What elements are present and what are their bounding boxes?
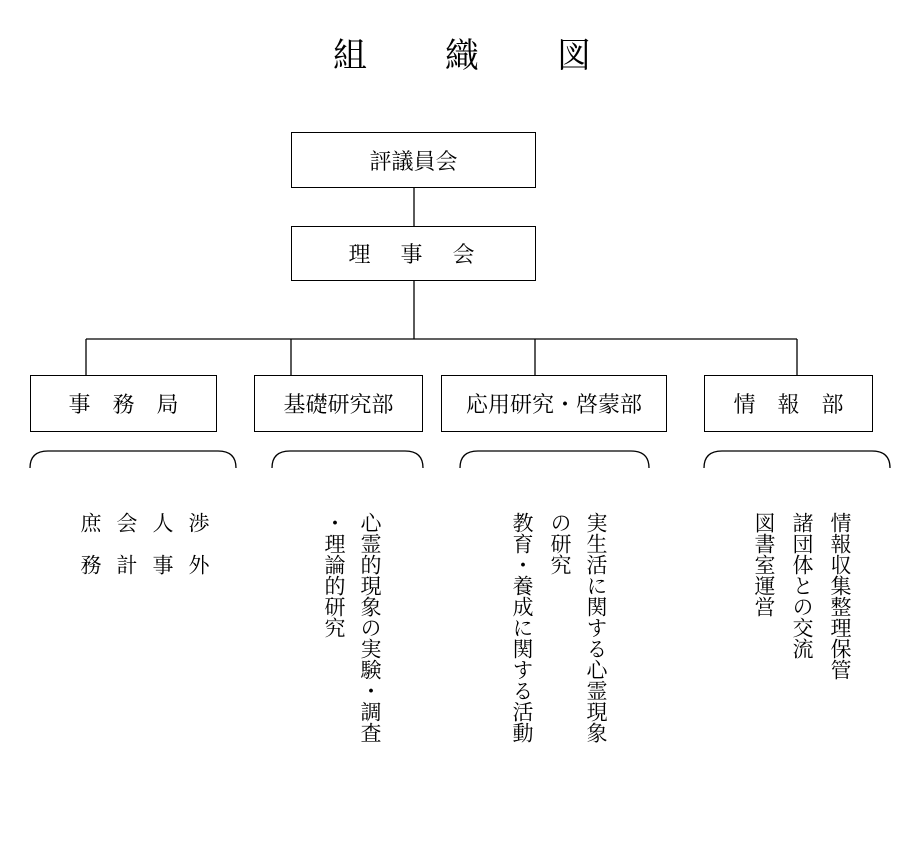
dept-applied-research-box: 応用研究・啓蒙部 [441,375,667,432]
board-box: 理 事 会 [291,226,536,281]
dept-basic-research-box: 基礎研究部 [254,375,423,432]
information-duty: 情報収集整理保管 [828,512,852,680]
basic-research-duty: 心霊的現象の実験・調査 [358,512,382,743]
information-duty: 諸団体との交流 [790,512,814,659]
council-box: 評議員会 [291,132,536,188]
dept-information-box: 情 報 部 [704,375,873,432]
secretariat-duty: 会 計 [114,512,138,575]
dept-secretariat-box: 事 務 局 [30,375,217,432]
applied-research-duty: の研究 [548,512,572,575]
secretariat-duty: 渉 外 [186,512,210,575]
diagram-title: 組 織 図 [333,36,613,76]
secretariat-duty: 人 事 [150,512,174,575]
applied-research-duty: 教育・養成に関する活動 [510,512,534,743]
secretariat-duty: 庶 務 [78,512,102,575]
basic-research-duty: ・理論的研究 [322,512,346,638]
applied-research-duty: 実生活に関する心霊現象 [584,512,608,743]
information-duty: 図書室運営 [752,512,776,617]
